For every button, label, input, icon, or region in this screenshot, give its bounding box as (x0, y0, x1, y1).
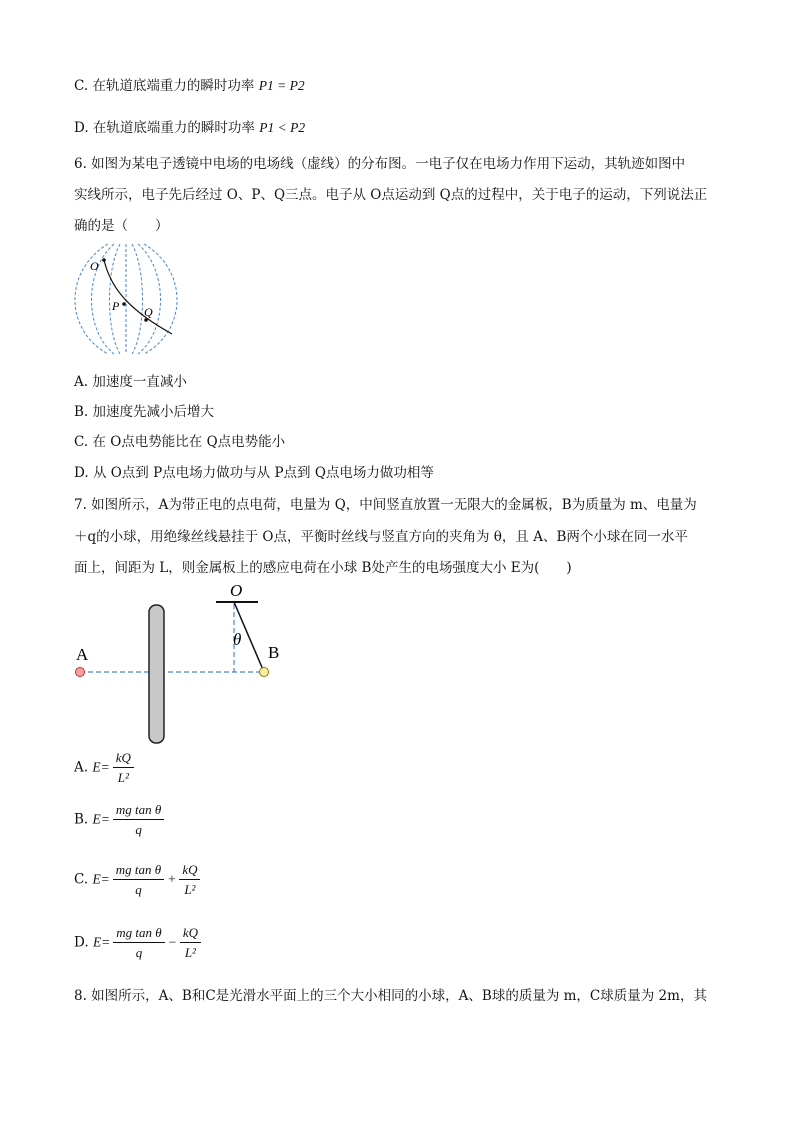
fraction-denominator: L² (117, 770, 129, 785)
option-text: 从 O点到 P点电场力做功与从 P点到 Q点电场力做功相等 (92, 465, 434, 481)
fraction (179, 862, 200, 898)
option-label: D. (74, 465, 89, 481)
fraction-numerator: mg tan θ (113, 862, 164, 880)
option-math: P1 = P2 (258, 78, 305, 93)
q6-stem-line2: 实线所示，电子先后经过 O、P、Q三点。电子从 O点运动到 Q点的过程中，关于电子的运动，下列说法正 (74, 187, 708, 203)
option-text: 在 O点电势能比在 Q点电势能小 (92, 434, 286, 450)
option-math: P1 < P2 (259, 120, 306, 135)
q6-stem-line1: 6. 如图为某电子透镜中电场的电场线（虚线）的分布图。一电子仅在电场力作用下运动，其轨迹如图中 (74, 156, 686, 172)
fraction-denominator: L² (184, 945, 196, 960)
q7-stem-line3: 面上，间距为 L，则金属板上的感应电荷在小球 B处产生的电场强度大小 E为( ) (74, 560, 572, 576)
q5-option-d (74, 116, 305, 136)
fraction-denominator: q (135, 945, 143, 960)
q7-stem-line2: ＋q的小球，用绝缘丝线悬挂于 O点，平衡时丝线与竖直方向的夹角为 θ，且 A、B两个小球在同一水平 (74, 529, 688, 545)
q6-stem-line3: 确的是（ ） (74, 218, 169, 234)
option-label: B. (74, 404, 89, 420)
operator-plus: + (167, 871, 177, 887)
option-text: 在轨道底端重力的瞬时功率 (92, 120, 255, 136)
option-label: D. (74, 934, 89, 951)
q6-option-b (74, 400, 214, 420)
option-label: C. (74, 871, 89, 888)
option-lhs: E= (92, 811, 110, 827)
fraction-numerator: kQ (179, 862, 200, 880)
fraction-numerator: mg tan θ (113, 925, 164, 943)
q7-option-c (74, 862, 203, 898)
fraction (113, 802, 164, 838)
q7-pendulum-figure (68, 578, 298, 750)
option-text: 加速度先减小后增大 (92, 404, 215, 420)
fraction (113, 750, 134, 786)
option-label: B. (74, 811, 89, 828)
point-q-label: Q (144, 305, 153, 319)
q6-option-c (74, 430, 285, 450)
q6-option-a (74, 370, 187, 390)
fraction-denominator: q (135, 822, 142, 837)
fraction-denominator: L² (184, 882, 196, 897)
point-p-label: P (112, 299, 120, 313)
option-lhs: E= (92, 934, 111, 950)
q7-option-b (74, 802, 167, 838)
q6-field-figure (70, 240, 182, 358)
fraction (113, 925, 164, 961)
q5-option-c (74, 74, 305, 94)
fraction-denominator: q (135, 882, 142, 897)
point-o-label: O (90, 259, 99, 273)
fraction-numerator: kQ (180, 925, 201, 943)
option-label: A. (74, 374, 89, 390)
q8-stem-line1: 8. 如图所示，A、B和C是光滑水平面上的三个大小相同的小球，A、B球的质量为 m，C球质量为 2m，其 (74, 988, 707, 1004)
ball-b-label: B (268, 643, 280, 662)
q7-option-a (74, 750, 137, 786)
fraction-numerator: mg tan θ (113, 802, 164, 820)
angle-theta-label: θ (233, 630, 242, 649)
option-label: A. (74, 759, 89, 776)
fraction-numerator: kQ (113, 750, 134, 768)
option-label: C. (74, 434, 89, 450)
option-lhs: E= (92, 759, 110, 775)
fraction (113, 862, 164, 898)
ball-a-label: A (76, 645, 89, 664)
pivot-o-label: O (230, 581, 243, 600)
option-lhs: E= (92, 871, 110, 887)
option-text: 加速度一直减小 (92, 374, 187, 390)
operator-minus: − (167, 934, 177, 950)
q7-option-d (74, 925, 204, 961)
q7-stem-line1: 7. 如图所示，A为带正电的点电荷，电量为 Q，中间竖直放置一无限大的金属板，B为质量为 m、电量为 (74, 497, 697, 513)
option-label: D. (74, 120, 89, 136)
q6-option-d (74, 461, 434, 481)
option-label: C. (74, 78, 89, 94)
option-text: 在轨道底端重力的瞬时功率 (92, 78, 255, 94)
fraction (180, 925, 201, 961)
